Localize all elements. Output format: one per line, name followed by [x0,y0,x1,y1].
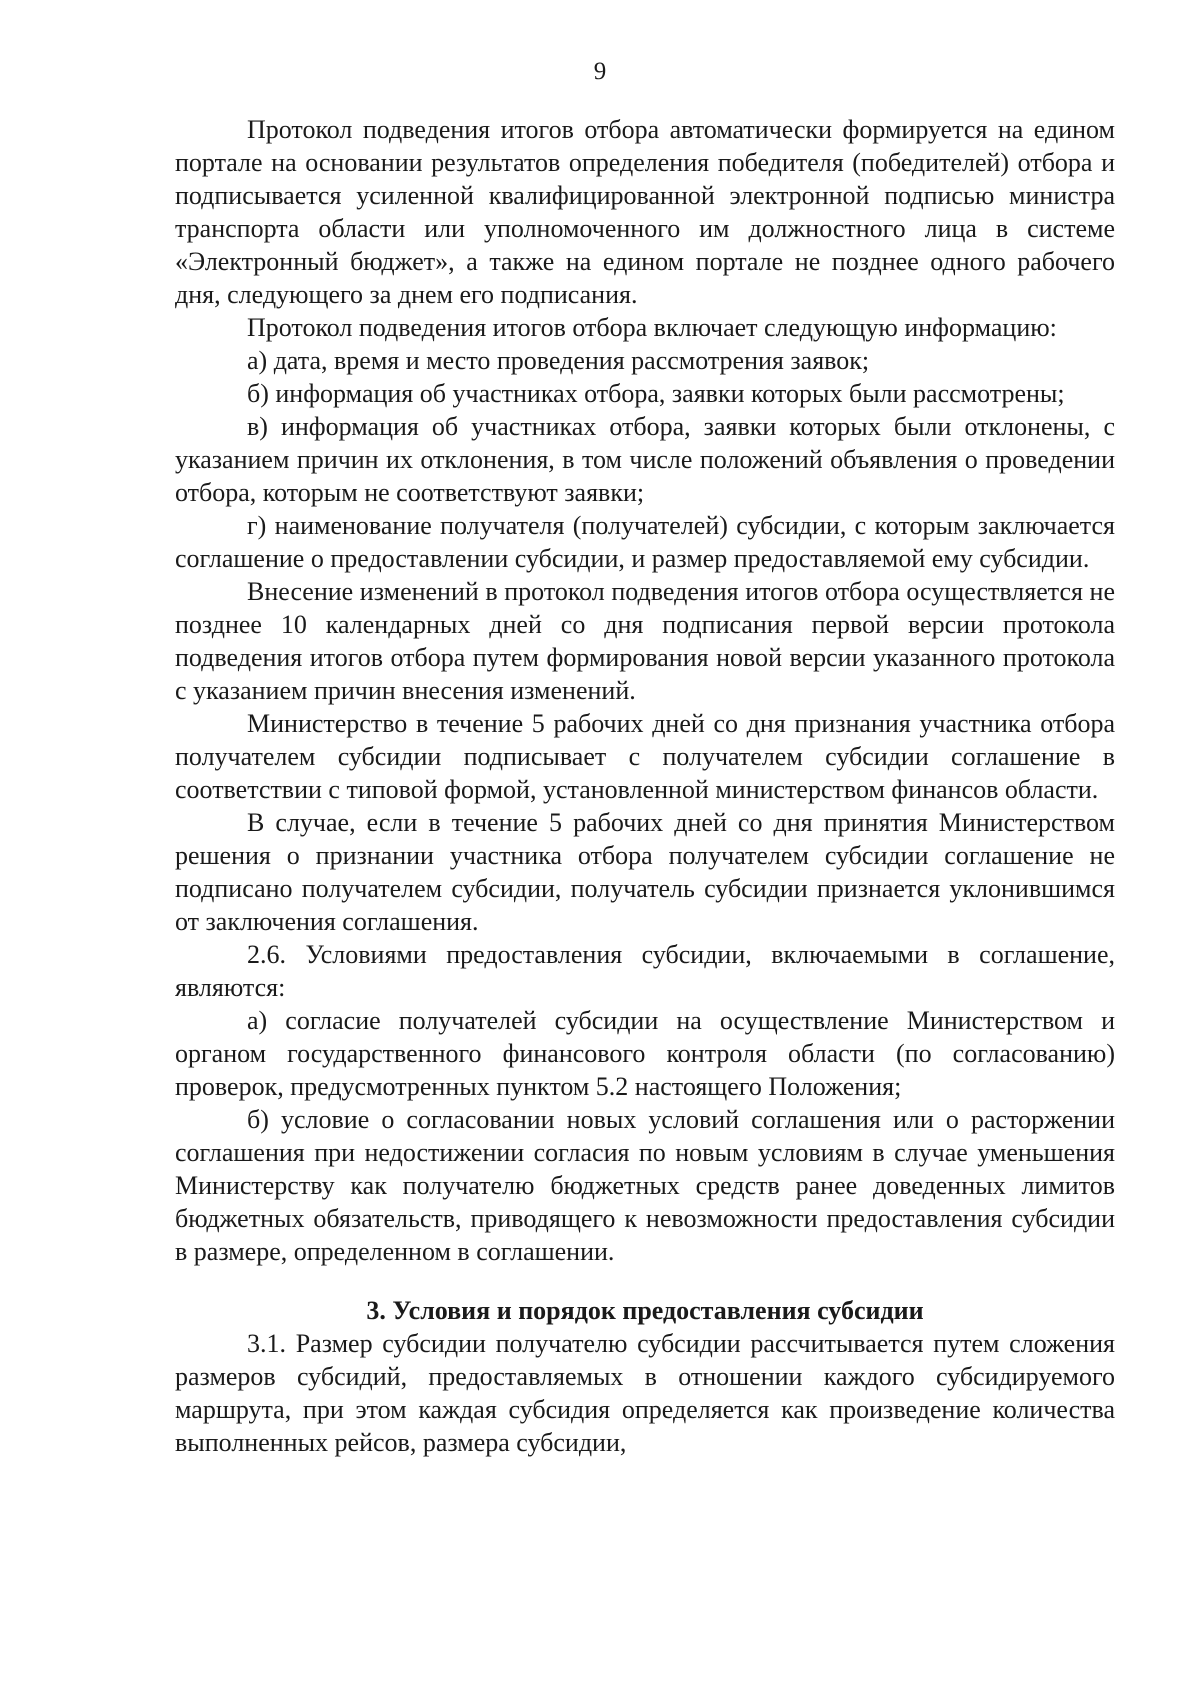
paragraph-2-6-conditions: 2.6. Условиями предоставления субсидии, включаемыми в соглашение, являются: [175,940,1115,1002]
paragraph-protocol-changes: Внесение изменений в протокол подведения итогов отбора осуществляется не позднее 10 календарных дней со дня подписания первой версии протокола подведения итогов отбора путем формирования новой версии указанного протокола с указанием причин внесения изменений. [175,577,1115,705]
list-item-a: а) дата, время и место проведения рассмотрения заявок; [247,346,870,375]
list-item-b: б) информация об участниках отбора, заявки которых были рассмотрены; [247,379,1065,408]
condition-item-b: б) условие о согласовании новых условий соглашения или о расторжении соглашения при недостижении согласия по новым условиям в случае уменьшения Министерству как получателю бюджетных средств ранее доведенных лимитов бюджетных обязательств, приводящего к невозможности предоставления субсидии в размере, определенном в соглашении. [175,1105,1115,1266]
list-item-c: в) информация об участниках отбора, заявки которых были отклонены, с указанием причин их отклонения, в том числе положений объявления о проведении отбора, которым не соответствуют заявки; [175,412,1115,507]
list-item-d: г) наименование получателя (получателей) субсидии, с которым заключается соглашение о предоставлении субсидии, и размер предоставляемой ему субсидии. [175,511,1115,573]
paragraph-protocol-formation: Протокол подведения итогов отбора автоматически формируется на едином портале на основании результатов определения победителя (победителей) отбора и подписывается усиленной квалифицированной электронной подписью министра транспорта области или уполномоченного им должностного лица в системе «Электронный бюджет», а также на едином портале не позднее одного рабочего дня, следующего за днем его подписания. [175,115,1115,309]
paragraph-evasion: В случае, если в течение 5 рабочих дней со дня принятия Министерством решения о признании участника отбора получателем субсидии соглашение не подписано получателем субсидии, получатель субсидии признается уклонившимся от заключения соглашения. [175,808,1115,936]
page-number: 9 [593,58,607,85]
paragraph-ministry-agreement: Министерство в течение 5 рабочих дней со дня признания участника отбора получателем субсидии подписывает с получателем субсидии соглашение в соответствии с типовой формой, установленной министерством финансов области. [175,709,1115,804]
condition-item-a: а) согласие получателей субсидии на осуществление Министерством и органом государственного финансового контроля области (по согласованию) проверок, предусмотренных пунктом 5.2 настоящего Положения; [175,1006,1115,1101]
paragraph-protocol-contents: Протокол подведения итогов отбора включает следующую информацию: [247,313,1057,342]
paragraph-3-1: 3.1. Размер субсидии получателю субсидии рассчитывается путем сложения размеров субсидий, предоставляемых в отношении каждого субсидируемого маршрута, при этом каждая субсидия определяется как произведение количества выполненных рейсов, размера субсидии, [175,1329,1115,1457]
section-3-heading: 3. Условия и порядок предоставления субсидии [366,1296,924,1325]
document-body [175,113,1115,1459]
